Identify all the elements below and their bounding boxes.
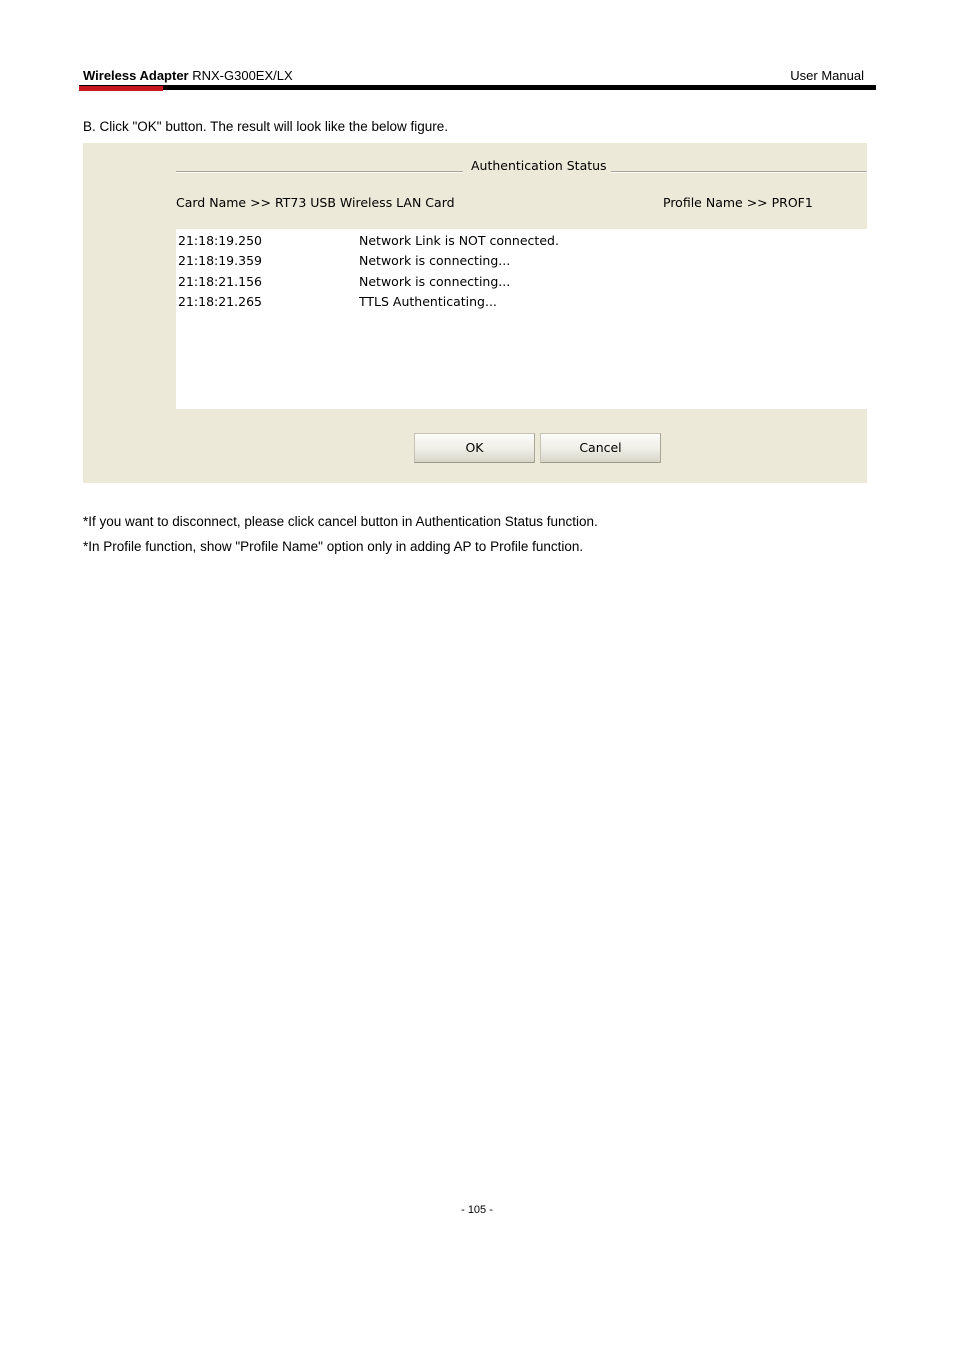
header-rule	[79, 85, 876, 90]
header-manual-label: User Manual	[790, 68, 864, 83]
log-row	[176, 292, 867, 312]
log-time: 21:18:21.156	[178, 274, 262, 289]
log-time: 21:18:21.265	[178, 294, 262, 309]
note-disconnect: *If you want to disconnect, please click cancel button in Authentication Status function.	[83, 514, 598, 529]
note-profile-name: *In Profile function, show "Profile Name" option only in adding AP to Profile function.	[83, 539, 584, 554]
header-model: RNX-G300EX/LX	[188, 68, 293, 83]
log-time: 21:18:19.250	[178, 233, 262, 248]
log-message: Network Link is NOT connected.	[359, 233, 559, 248]
status-log[interactable]	[176, 229, 867, 409]
card-name-label: Card Name >> RT73 USB Wireless LAN Card	[176, 195, 455, 210]
log-row	[176, 272, 867, 292]
cancel-button[interactable]: Cancel	[540, 433, 661, 463]
log-row	[176, 251, 867, 271]
page-number: - 105 -	[461, 1204, 493, 1216]
authentication-status-dialog	[83, 143, 867, 483]
log-message: Network is connecting...	[359, 274, 511, 289]
log-message: Network is connecting...	[359, 253, 511, 268]
ok-button[interactable]: OK	[414, 433, 535, 463]
group-box-line-left	[176, 171, 463, 173]
group-box-line-right	[611, 171, 867, 173]
log-time: 21:18:19.359	[178, 253, 262, 268]
header-rule-accent	[79, 86, 163, 91]
header-product	[83, 68, 293, 84]
header-product-bold: Wireless Adapter	[83, 68, 189, 83]
intro-text: B. Click "OK" button. The result will look like the below figure.	[83, 119, 448, 134]
group-box-title: Authentication Status	[471, 158, 607, 173]
log-message: TTLS Authenticating...	[359, 294, 497, 309]
profile-name-label: Profile Name >> PROF1	[663, 195, 813, 210]
log-row	[176, 231, 867, 251]
page-header	[83, 68, 864, 84]
